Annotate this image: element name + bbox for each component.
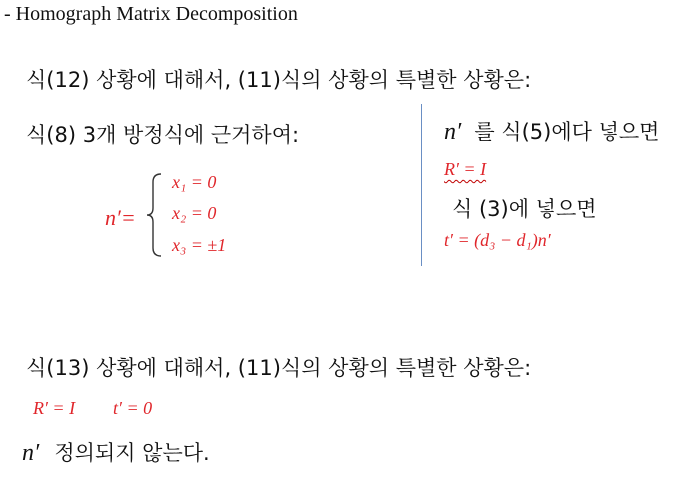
final-n-prime-symbol: n′ bbox=[22, 440, 40, 466]
statement-case-13: 식(13) 상황에 대해서, (11)식의 상황의 특별한 상황은: bbox=[26, 356, 532, 380]
eq-x3: x₃ = ±1 bbox=[172, 235, 227, 255]
statement-eq-8: 식(8) 3개 방정식에 근거하여: bbox=[26, 123, 300, 147]
final-statement bbox=[22, 437, 210, 467]
r-prime-eq bbox=[444, 159, 486, 180]
substitute-eq5-text: 를 식(5)에다 넣으면 bbox=[474, 120, 660, 144]
substitute-eq3-text: 식 (3)에 넣으면 bbox=[452, 197, 597, 221]
final-statement-text: 정의되지 않는다. bbox=[54, 441, 210, 465]
column-divider bbox=[421, 104, 422, 266]
r-prime-eq-text: R′ = I bbox=[444, 159, 487, 179]
right-line-a bbox=[444, 116, 659, 146]
n-prime-lhs: n′= bbox=[105, 205, 136, 230]
statement-case-12: 식(12) 상황에 대해서, (11)식의 상황의 특별한 상황은: bbox=[26, 68, 532, 92]
bottom-r-eq: R′ = I bbox=[33, 398, 76, 418]
bottom-t-eq: t′ = 0 bbox=[113, 398, 153, 418]
section-title: - Homograph Matrix Decomposition bbox=[4, 3, 298, 25]
eq-x1: x₁ = 0 bbox=[172, 172, 217, 192]
left-brace-icon bbox=[143, 170, 165, 260]
t-prime-eq: t′ = (d₃ − d₁)n′ bbox=[444, 230, 551, 250]
eq-x2: x₂ = 0 bbox=[172, 203, 217, 223]
n-prime-symbol: n′ bbox=[444, 119, 462, 145]
